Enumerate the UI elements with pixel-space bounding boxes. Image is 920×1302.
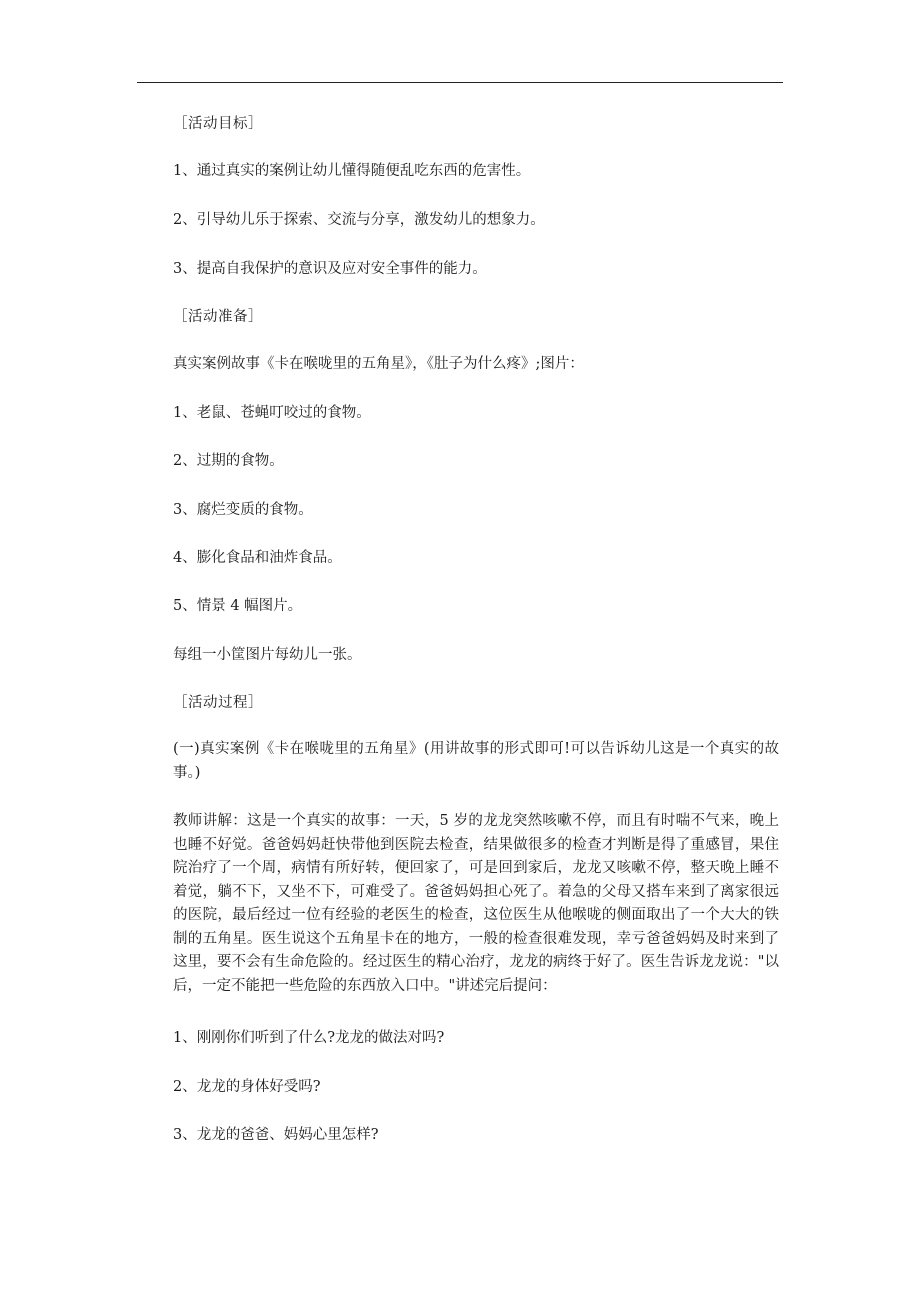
prep-item: 4、膨化食品和油炸食品。	[173, 550, 342, 566]
question-item: 1、刚刚你们听到了什么?龙龙的做法对吗?	[173, 1030, 445, 1046]
section-heading-goals: ［活动目标］	[173, 116, 263, 132]
question-item: 3、龙龙的爸爸、妈妈心里怎样?	[173, 1127, 379, 1143]
question-item: 2、龙龙的身体好受吗?	[173, 1079, 321, 1095]
prep-note: 每组一小筐图片每幼儿一张。	[173, 647, 362, 663]
goal-item: 2、引导幼儿乐于探索、交流与分享，激发幼儿的想象力。	[173, 212, 545, 228]
goal-item: 3、提高自我保护的意识及应对安全事件的能力。	[173, 261, 487, 277]
prep-item: 1、老鼠、苍蝇叮咬过的食物。	[173, 405, 371, 421]
story-paragraph: 教师讲解：这是一个真实的故事：一天，5 岁的龙龙突然咳嗽不停，而且有时喘不气来，晚上也睡不好觉。爸爸妈妈赶快带他到医院去检查，结果做很多的检查才判断是得了重感冒，果住院治疗了一个周，病情有所好转，便回家了，可是回到家后，龙龙又咳嗽不停，整天晚上睡不着觉，躺不下，又坐不下，可难受了。爸爸妈妈担心死了。着急的父母又搭车来到了离家很远的医院，最后经过一位有经验的老医生的检查，这位医生从他喉咙的侧面取出了一个大大的铁制的五角星。医生说这个五角星卡在的地方，一般的检查很难发现，幸亏爸爸妈妈及时来到了这里，要不会有生命危险的。经过医生的精心治疗，龙龙的病终于好了。医生告诉龙龙说："以后，一定不能把一些危险的东西放入口中。"讲述完后提问：	[173, 813, 779, 994]
process-intro-paragraph: (一)真实案例《卡在喉咙里的五角星》(用讲故事的形式即可!可以告诉幼儿这是一个真实的故事。)	[173, 741, 779, 781]
header-rule	[137, 82, 783, 83]
section-heading-prep: ［活动准备］	[173, 309, 263, 325]
prep-intro: 真实案例故事《卡在喉咙里的五角星》，《肚子为什么疼》;图片：	[173, 356, 584, 372]
prep-item: 5、情景 4 幅图片。	[173, 598, 303, 614]
prep-item: 2、过期的食物。	[173, 453, 284, 469]
section-heading-process: ［活动过程］	[173, 695, 263, 711]
goal-item: 1、通过真实的案例让幼儿懂得随便乱吃东西的危害性。	[173, 163, 531, 179]
prep-item: 3、腐烂变质的食物。	[173, 502, 313, 518]
